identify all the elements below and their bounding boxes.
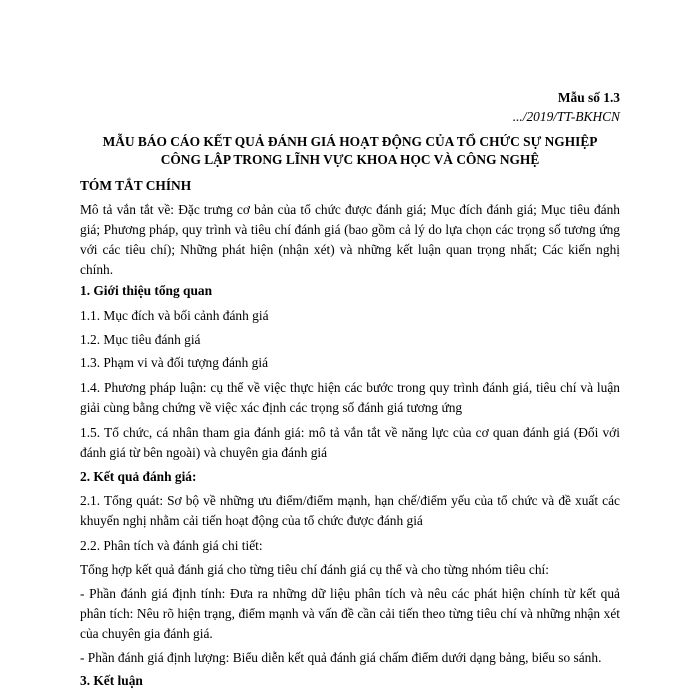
summary-text: Mô tả vắn tắt về: Đặc trưng cơ bản của tổ chức được đánh giá; Mục đích đánh giá; Mục tiêu đánh giá; Phương pháp, quy trình và tiêu chí đánh giá (bao gồm cả lý do lựa chọn các trọng số tương ứng với các tiêu chí); Những phát hiện (nhận xét) và những kết luận quan trọng nhất; Các kiến nghị chính. [80,202,620,277]
circular-reference: .../2019/TT-BKHCN [512,109,620,124]
section-2-2: 2.2. Phân tích và đánh giá chi tiết: [80,538,263,553]
quantitative-assessment: - Phần đánh giá định lượng: Biểu diễn kết quả đánh giá chấm điểm dưới dạng bảng, biểu so sánh. [80,650,602,665]
section-1-2: 1.2. Mục tiêu đánh giá [80,332,201,347]
form-number: Mẫu số 1.3 [557,90,620,105]
section-3-heading: 3. Kết luận [80,673,143,688]
section-1-heading: 1. Giới thiệu tổng quan [80,283,213,298]
section-2-1: 2.1. Tổng quát: Sơ bộ về những ưu điểm/điểm mạnh, hạn chế/điểm yếu của tổ chức và đề xuất các khuyến nghị nhằm cải tiến hoạt động của tổ chức được đánh giá [80,493,620,528]
section-1-4: 1.4. Phương pháp luận: cụ thể về việc thực hiện các bước trong quy trình đánh giá, tiêu chí và luận giải cùng bằng chứng về việc xác định các trọng số đánh giá tương ứng [80,380,620,415]
qualitative-assessment: - Phần đánh giá định tính: Đưa ra những dữ liệu phân tích và nêu các phát hiện chính từ kết quả phân tích: Nêu rõ hiện trạng, điểm mạnh và vấn đề cần cải tiến theo từng tiêu chí và những nhận xét của chuyên gia đánh giá. [80,586,620,641]
section-1-5: 1.5. Tổ chức, cá nhân tham gia đánh giá: mô tả vắn tắt về năng lực của cơ quan đánh giá (Đối với đánh giá từ bên ngoài) và chuyên gia đánh giá [80,425,620,460]
section-2-2-intro: Tổng hợp kết quả đánh giá cho từng tiêu chí đánh giá cụ thể và cho từng nhóm tiêu chí: [80,562,549,577]
summary-heading: TÓM TẮT CHÍNH [80,178,192,193]
section-1-3: 1.3. Phạm vi và đối tượng đánh giá [80,355,269,370]
document-title-line2: CÔNG LẬP TRONG LĨNH VỰC KHOA HỌC VÀ CÔNG NGHỆ [160,152,540,167]
section-1-1: 1.1. Mục đích và bối cảnh đánh giá [80,308,269,323]
section-2-heading: 2. Kết quả đánh giá: [80,469,197,484]
document-title-line1: MẪU BÁO CÁO KẾT QUẢ ĐÁNH GIÁ HOẠT ĐỘNG CỦA TỔ CHỨC SỰ NGHIỆP [102,134,598,149]
